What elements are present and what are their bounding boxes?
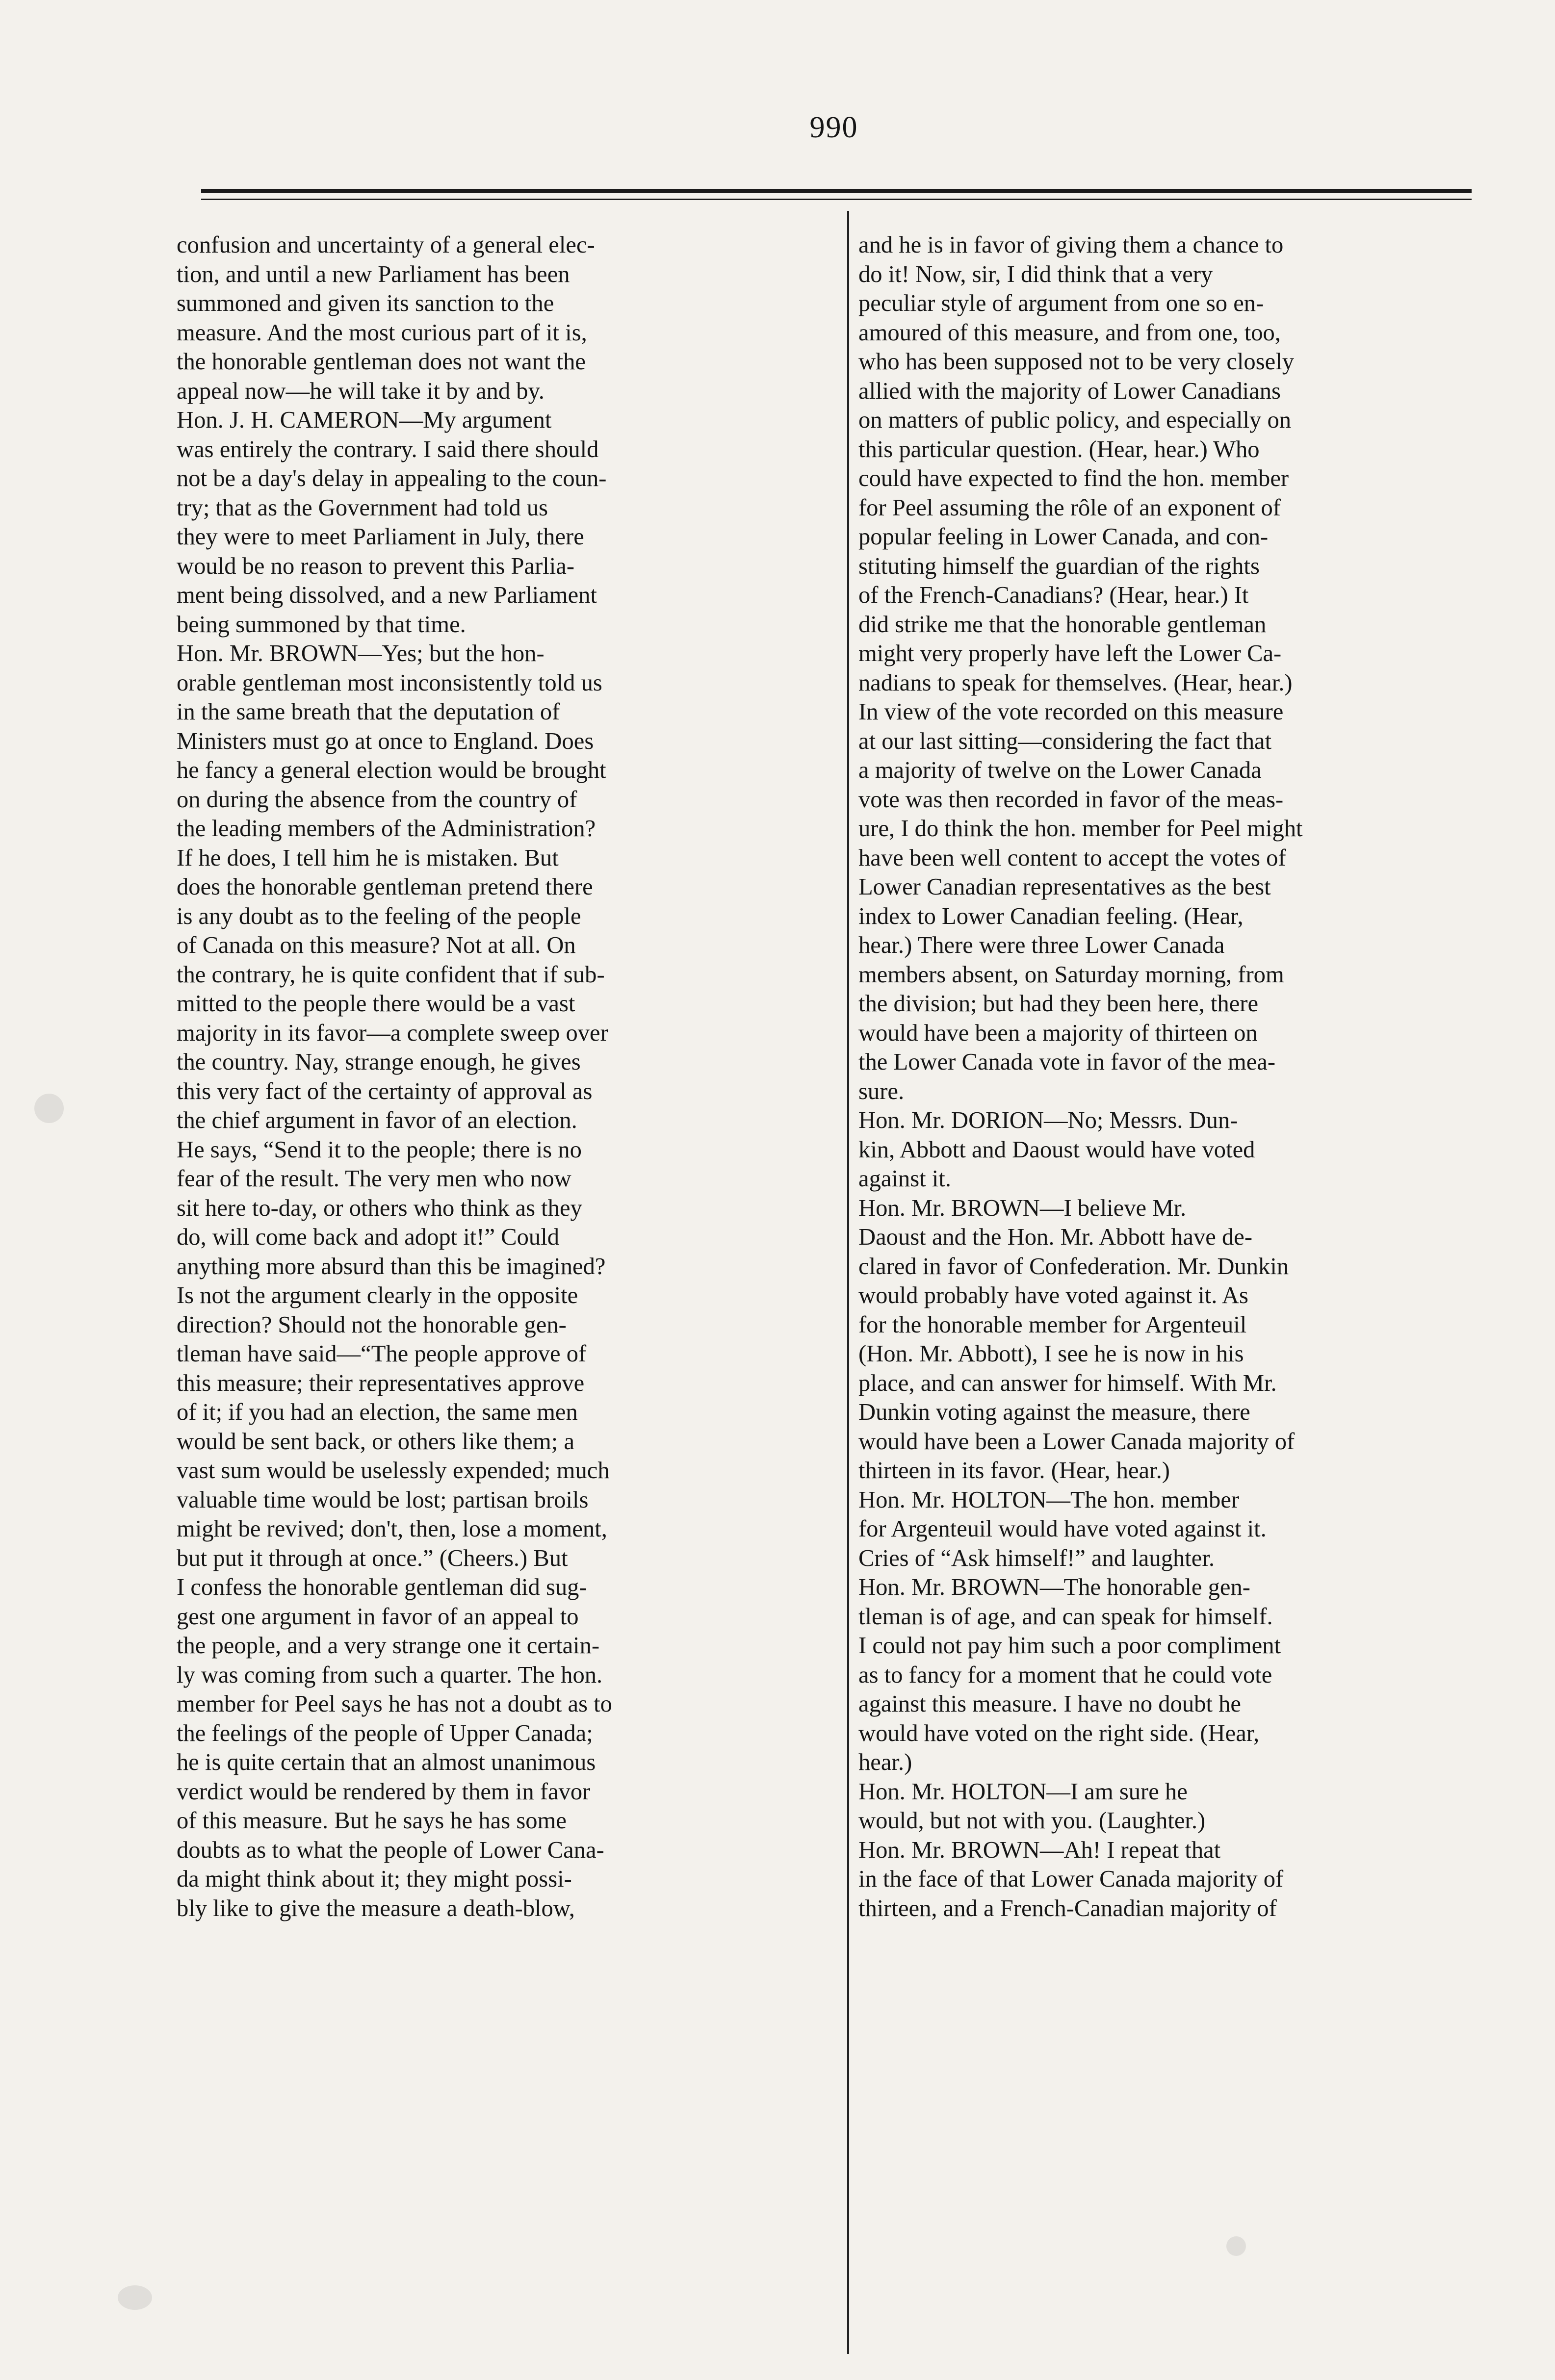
text-line: would probably have voted against it. As: [858, 1282, 1248, 1308]
text-line: confusion and uncertainty of a general elec-: [177, 231, 595, 258]
text-line: the leading members of the Administration?: [177, 815, 596, 842]
text-line: on during the absence from the country of: [177, 786, 577, 813]
text-line: thirteen in its favor. (Hear, hear.): [858, 1457, 1170, 1484]
text-line: ly was coming from such a quarter. The hon.: [177, 1661, 603, 1688]
text-line: tion, and until a new Parliament has been: [177, 260, 570, 287]
right-column: [858, 230, 1506, 2354]
column-divider: [847, 211, 849, 2354]
text-line: in the same breath that the deputation of: [177, 698, 560, 725]
header-rule: [201, 189, 1472, 193]
text-line: amoured of this measure, and from one, too,: [858, 319, 1281, 346]
text-line: He says, “Send it to the people; there is no: [177, 1136, 582, 1163]
text-line: hear.) There were three Lower Canada: [858, 932, 1225, 958]
text-line: allied with the majority of Lower Canadians: [858, 377, 1281, 404]
text-line: (Hon. Mr. Abbott), I see he is now in his: [858, 1340, 1244, 1367]
text-line: In view of the vote recorded on this measure: [858, 698, 1284, 725]
text-line: stituting himself the guardian of the rights: [858, 552, 1260, 579]
text-line: have been well content to accept the votes of: [858, 844, 1286, 871]
text-line: anything more absurd than this be imagined?: [177, 1253, 606, 1280]
text-line: this measure; their representatives approve: [177, 1369, 585, 1396]
text-line: a majority of twelve on the Lower Canada: [858, 757, 1262, 783]
text-line: for the honorable member for Argenteuil: [858, 1311, 1247, 1338]
text-line: and he is in favor of giving them a chance to: [858, 231, 1284, 258]
text-line: the contrary, he is quite confident that if sub-: [177, 961, 605, 988]
text-line: Hon. J. H. CAMERON—My argument: [177, 407, 552, 433]
text-line: against this measure. I have no doubt he: [858, 1690, 1241, 1717]
text-line: mitted to the people there would be a vast: [177, 990, 575, 1017]
text-line: If he does, I tell him he is mistaken. But: [177, 844, 559, 871]
text-line: the country. Nay, strange enough, he gives: [177, 1049, 581, 1075]
text-line: against it.: [858, 1165, 951, 1192]
text-line: Cries of “Ask himself!” and laughter.: [858, 1544, 1215, 1571]
text-line: would have been a Lower Canada majority of: [858, 1428, 1295, 1455]
text-line: fear of the result. The very men who now: [177, 1165, 571, 1192]
text-line: might very properly have left the Lower Ca-: [858, 640, 1282, 666]
text-line: doubts as to what the people of Lower Cana-: [177, 1836, 604, 1863]
text-line: Hon. Mr. HOLTON—I am sure he: [858, 1778, 1188, 1805]
text-line: would have voted on the right side. (Hear,: [858, 1719, 1260, 1746]
ink-speck: [118, 2285, 152, 2310]
text-line: for Peel assuming the rôle of an exponent of: [858, 494, 1281, 521]
text-line: who has been supposed not to be very closely: [858, 348, 1294, 375]
text-line: being summoned by that time.: [177, 611, 466, 638]
text-line: ment being dissolved, and a new Parliament: [177, 582, 597, 608]
text-line: vast sum would be uselessly expended; much: [177, 1457, 610, 1484]
text-line: nadians to speak for themselves. (Hear, hear.): [858, 669, 1293, 696]
text-line: summoned and given its sanction to the: [177, 290, 554, 316]
text-line: members absent, on Saturday morning, from: [858, 961, 1284, 988]
text-line: does the honorable gentleman pretend there: [177, 873, 593, 900]
header-rule-thin: [201, 199, 1472, 200]
text-line: of it; if you had an election, the same men: [177, 1399, 578, 1425]
text-line: sure.: [858, 1077, 905, 1104]
text-line: thirteen, and a French-Canadian majority of: [858, 1894, 1277, 1921]
text-line: popular feeling in Lower Canada, and con-: [858, 523, 1269, 550]
text-line: da might think about it; they might possi-: [177, 1866, 572, 1892]
text-line: sit here to-day, or others who think as they: [177, 1194, 582, 1221]
text-line: Hon. Mr. BROWN—The honorable gen-: [858, 1574, 1250, 1600]
text-line: member for Peel says he has not a doubt as to: [177, 1690, 612, 1717]
text-line: is any doubt as to the feeling of the people: [177, 902, 581, 929]
text-line: majority in its favor—a complete sweep over: [177, 1019, 608, 1046]
text-line: Dunkin voting against the measure, there: [858, 1399, 1250, 1425]
text-line: the people, and a very strange one it certain-: [177, 1632, 600, 1659]
text-line: Is not the argument clearly in the opposite: [177, 1282, 578, 1308]
text-line: Hon. Mr. BROWN—Ah! I repeat that: [858, 1836, 1221, 1863]
text-line: bly like to give the measure a death-blow,: [177, 1894, 575, 1921]
text-line: gest one argument in favor of an appeal to: [177, 1603, 579, 1630]
text-line: was entirely the contrary. I said there should: [177, 435, 599, 462]
text-line: hear.): [858, 1749, 912, 1775]
text-line: of the French-Canadians? (Hear, hear.) It: [858, 582, 1249, 608]
text-line: on matters of public policy, and especially on: [858, 407, 1292, 433]
text-line: do it! Now, sir, I did think that a very: [858, 260, 1213, 287]
text-line: might be revived; don't, then, lose a moment,: [177, 1515, 607, 1542]
text-line: Hon. Mr. HOLTON—The hon. member: [858, 1486, 1240, 1513]
text-line: for Argenteuil would have voted against it.: [858, 1515, 1267, 1542]
text-line: verdict would be rendered by them in favor: [177, 1778, 591, 1805]
text-line: Hon. Mr. DORION—No; Messrs. Dun-: [858, 1107, 1238, 1133]
text-line: he fancy a general election would be brought: [177, 757, 606, 783]
text-line: orable gentleman most inconsistently told us: [177, 669, 602, 696]
text-line: try; that as the Government had told us: [177, 494, 548, 521]
text-line: would have been a majority of thirteen on: [858, 1019, 1258, 1046]
text-line: direction? Should not the honorable gen-: [177, 1311, 567, 1338]
text-line: in the face of that Lower Canada majority of: [858, 1866, 1284, 1892]
text-line: Hon. Mr. BROWN—I believe Mr.: [858, 1194, 1187, 1221]
left-column: [177, 230, 827, 2354]
text-line: place, and can answer for himself. With Mr.: [858, 1369, 1277, 1396]
text-line: ure, I do think the hon. member for Peel might: [858, 815, 1303, 842]
text-line: would, but not with you. (Laughter.): [858, 1807, 1206, 1834]
text-line: peculiar style of argument from one so en-: [858, 290, 1264, 316]
text-line: did strike me that the honorable gentleman: [858, 611, 1267, 638]
text-line: tleman have said—“The people approve of: [177, 1340, 587, 1367]
text-line: the feelings of the people of Upper Canada;: [177, 1719, 593, 1746]
text-line: kin, Abbott and Daoust would have voted: [858, 1136, 1255, 1163]
text-line: of Canada on this measure? Not at all. On: [177, 932, 576, 958]
text-line: this very fact of the certainty of approval as: [177, 1077, 593, 1104]
text-line: index to Lower Canadian feeling. (Hear,: [858, 902, 1244, 929]
text-line: appeal now—he will take it by and by.: [177, 377, 544, 404]
text-line: the chief argument in favor of an election.: [177, 1107, 577, 1133]
text-line: do, will come back and adopt it!” Could: [177, 1224, 560, 1250]
text-line: Hon. Mr. BROWN—Yes; but the hon-: [177, 640, 544, 666]
text-line: measure. And the most curious part of it is,: [177, 319, 587, 346]
text-line: the division; but had they been here, there: [858, 990, 1259, 1017]
text-line: he is quite certain that an almost unanimous: [177, 1749, 596, 1775]
text-line: the Lower Canada vote in favor of the mea-: [858, 1049, 1276, 1075]
text-line: would be sent back, or others like them; a: [177, 1428, 575, 1455]
text-line: could have expected to find the hon. member: [858, 465, 1289, 491]
text-line: the honorable gentleman does not want the: [177, 348, 586, 375]
text-line: at our last sitting—considering the fact that: [858, 727, 1272, 754]
text-line: tleman is of age, and can speak for himself.: [858, 1603, 1273, 1630]
ink-speck: [34, 1094, 64, 1123]
text-line: I could not pay him such a poor compliment: [858, 1632, 1281, 1659]
text-line: Ministers must go at once to England. Does: [177, 727, 594, 754]
text-line: but put it through at once.” (Cheers.) But: [177, 1544, 568, 1571]
text-line: Lower Canadian representatives as the best: [858, 873, 1271, 900]
text-line: as to fancy for a moment that he could vote: [858, 1661, 1272, 1688]
text-line: valuable time would be lost; partisan broils: [177, 1486, 589, 1513]
text-line: clared in favor of Confederation. Mr. Dunkin: [858, 1253, 1289, 1280]
text-line: of this measure. But he says he has some: [177, 1807, 567, 1834]
text-line: this particular question. (Hear, hear.) Who: [858, 435, 1260, 462]
text-line: vote was then recorded in favor of the meas-: [858, 786, 1284, 813]
text-line: they were to meet Parliament in July, there: [177, 523, 584, 550]
text-line: I confess the honorable gentleman did sug-: [177, 1574, 587, 1600]
text-line: would be no reason to prevent this Parlia-: [177, 552, 575, 579]
text-line: not be a day's delay in appealing to the coun-: [177, 465, 607, 491]
page-number: 990: [809, 111, 858, 144]
text-line: Daoust and the Hon. Mr. Abbott have de-: [858, 1224, 1253, 1250]
